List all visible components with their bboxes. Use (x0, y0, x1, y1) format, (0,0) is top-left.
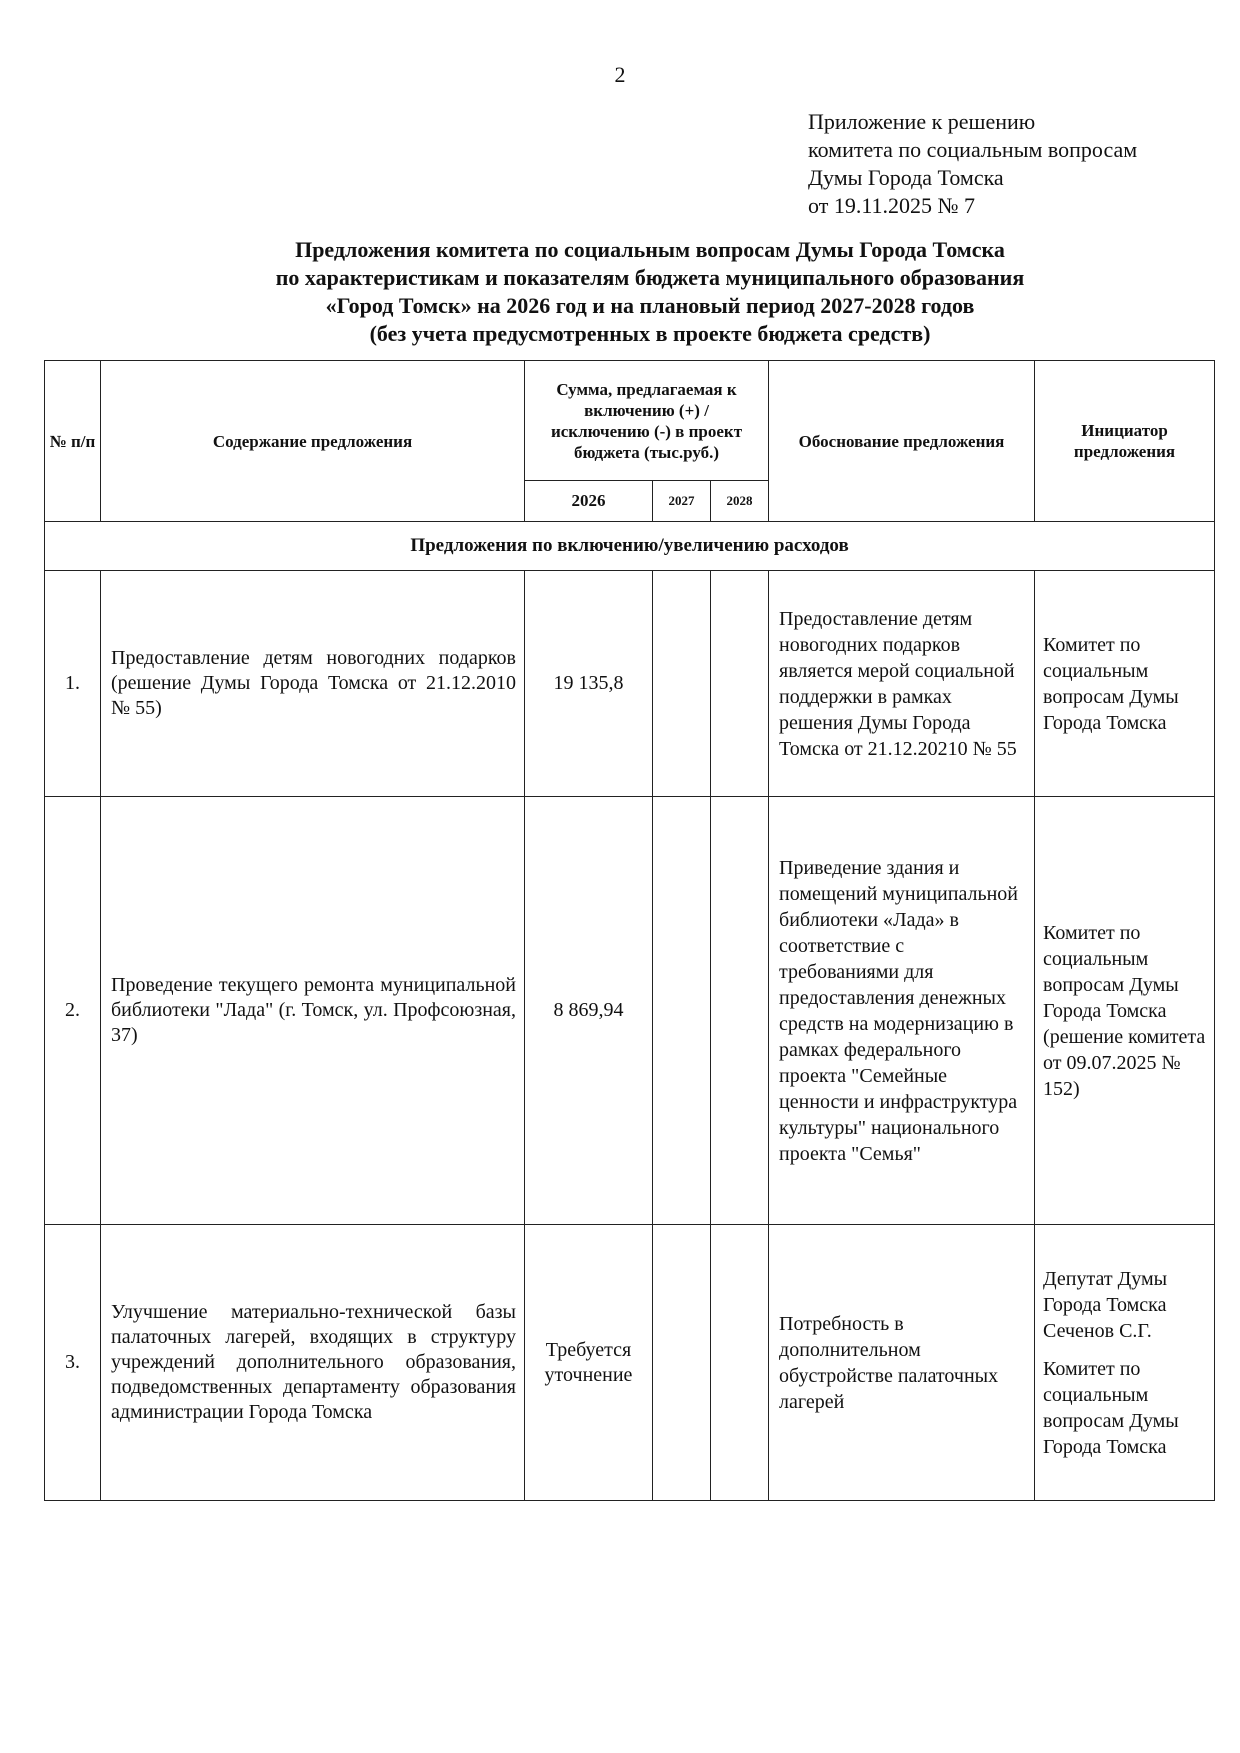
row-sum-2026: 19 135,8 (525, 571, 653, 797)
row-initiator: Комитет по социальным вопросам Думы Города Томска (1035, 571, 1215, 797)
row-content: Предоставление детям новогодних подарков (решение Думы Города Томска от 21.12.2010 № 55) (101, 571, 525, 797)
row-sum-2028 (711, 571, 769, 797)
row-content: Улучшение материально-технической базы палаточных лагерей, входящих в структуру учреждений дополнительного образования, подведомственных департаменту образования администрации Города Томска (101, 1225, 525, 1501)
title-line: по характеристикам и показателям бюджета муниципального образования (275, 265, 1025, 290)
row-initiator (1035, 1225, 1215, 1501)
appendix-line: Думы Города Томска (808, 165, 1004, 190)
row-initiator: Комитет по социальным вопросам Думы Города Томска (решение комитета от 09.07.2025 № 152) (1035, 797, 1215, 1225)
header-year-2026: 2026 (525, 481, 653, 522)
header-row (45, 361, 1215, 481)
section-title: Предложения по включению/увеличению расходов (45, 522, 1215, 571)
row-number: 1. (45, 571, 101, 797)
title-line: (без учета предусмотренных в проекте бюджета средств) (369, 321, 931, 346)
initiator-deputy: Депутат Думы Города Томска Сеченов С.Г. (1043, 1267, 1168, 1342)
row-sum-2026: 8 869,94 (525, 797, 653, 1225)
row-basis: Предоставление детям новогодних подарков является мерой социальной поддержки в рамках решения Думы Города Томска от 21.12.20210 № 55 (769, 571, 1035, 797)
row-number: 3. (45, 1225, 101, 1501)
header-initiator: Инициатор предложения (1035, 361, 1215, 522)
appendix-note (808, 108, 1137, 220)
row-sum-2026: Требуется уточнение (525, 1225, 653, 1501)
page-number: 2 (614, 62, 626, 87)
table-row (45, 571, 1215, 797)
row-sum-2027 (653, 1225, 711, 1501)
section-row (45, 522, 1215, 571)
row-number: 2. (45, 797, 101, 1225)
initiator-committee: Комитет по социальным вопросам Думы Города Томска (1043, 1357, 1179, 1458)
row-content: Проведение текущего ремонта муниципальной библиотеки "Лада" (г. Томск, ул. Профсоюзная, 37) (101, 797, 525, 1225)
row-basis: Приведение здания и помещений муниципальной библиотеки «Лада» в соответствие с требованиями для предоставления денежных средств на модернизацию в рамках федерального проекта "Семейные ценности и инфраструктура культуры" национального проекта "Семья" (769, 797, 1035, 1225)
header-num: № п/п (45, 361, 101, 522)
title-line: Предложения комитета по социальным вопросам Думы Города Томска (295, 237, 1005, 262)
appendix-line: комитета по социальным вопросам (808, 137, 1138, 162)
row-sum-2027 (653, 797, 711, 1225)
appendix-date: от 19.11.2025 № 7 (808, 193, 975, 218)
header-year-2028: 2028 (711, 481, 769, 522)
table-row (45, 797, 1215, 1225)
row-sum-2027 (653, 571, 711, 797)
header-sum: Сумма, предлагаемая к включению (+) /исключению (-) в проект бюджета (тыс.руб.) (525, 361, 769, 481)
title-line: «Город Томск» на 2026 год и на плановый период 2027-2028 годов (325, 293, 975, 318)
row-sum-2028 (711, 797, 769, 1225)
appendix-line: Приложение к решению (808, 109, 1036, 134)
row-sum-2028 (711, 1225, 769, 1501)
row-basis: Потребность в дополнительном обустройстве палаточных лагерей (769, 1225, 1035, 1501)
proposals-table (44, 360, 1215, 1501)
header-basis: Обоснование предложения (769, 361, 1035, 522)
header-year-2027: 2027 (653, 481, 711, 522)
table-row (45, 1225, 1215, 1501)
document-title (60, 236, 1240, 348)
header-content: Содержание предложения (101, 361, 525, 522)
